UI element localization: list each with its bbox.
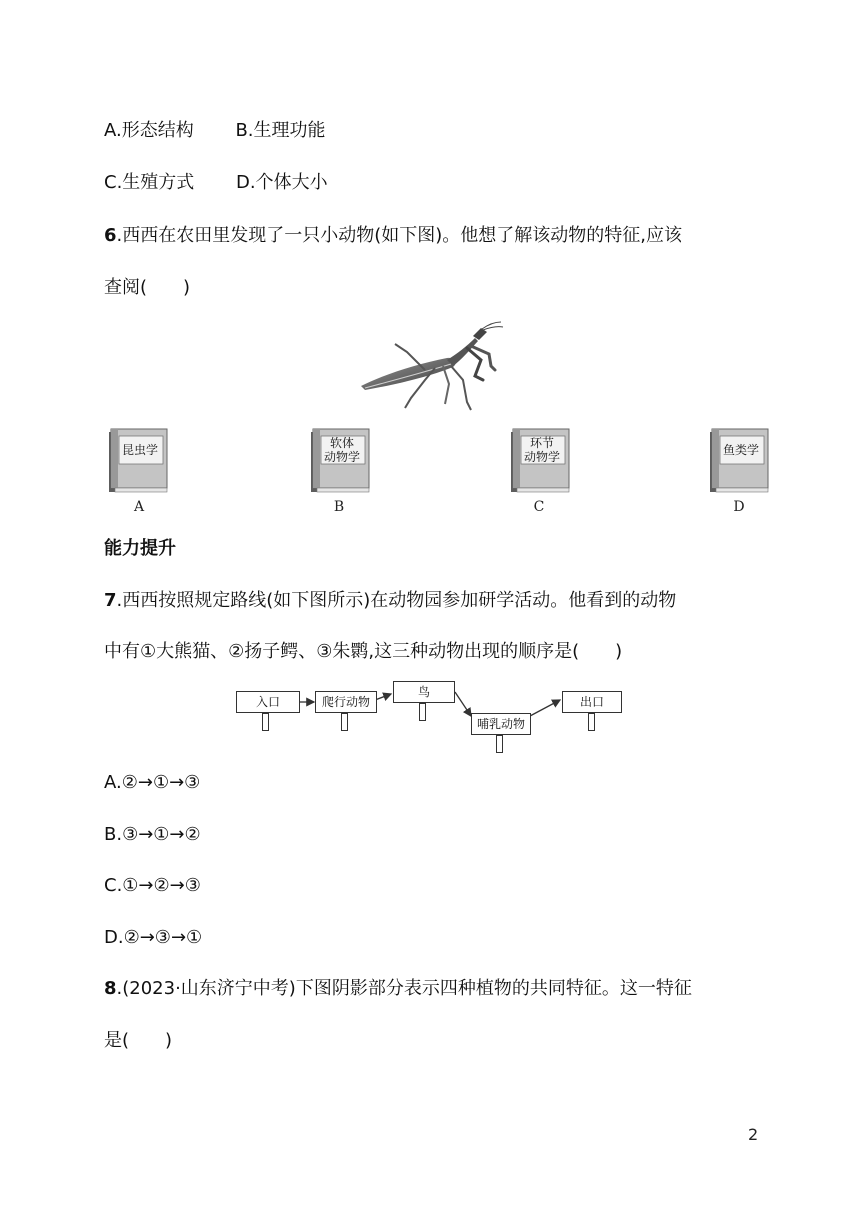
q5-options-row-1 <box>104 119 326 143</box>
route-sign-mammals: 哺乳动物 <box>471 713 531 735</box>
route-arrow <box>455 692 471 716</box>
q6-stem-text-2: 查阅( ) <box>104 277 191 298</box>
book-option-a <box>107 426 171 494</box>
book-option-c <box>509 426 573 494</box>
q8-stem-line-2 <box>104 1029 172 1053</box>
book-title: 环节 动物学 <box>523 436 560 464</box>
book-title: 鱼类学 <box>722 443 759 457</box>
q7-option-c: C.①→②→③ <box>104 875 201 896</box>
q7-stem-text-1: .西西按照规定路线(如下图所示)在动物园参加研学活动。他看到的动物 <box>116 590 677 611</box>
q6-stem-text-1: .西西在农田里发现了一只小动物(如下图)。他想了解该动物的特征,应该 <box>116 225 683 246</box>
q8-stem-line-1 <box>104 977 692 1001</box>
q7-stem-line-2 <box>104 640 622 664</box>
book-icon <box>107 426 171 494</box>
book-caption-c: C <box>533 499 545 515</box>
book-caption-b: B <box>333 499 345 515</box>
q5-option-c: C.生殖方式 <box>104 172 195 193</box>
book-icon <box>708 426 772 494</box>
q7-option-b: B.③→①→② <box>104 824 201 845</box>
route-arrow <box>530 700 560 716</box>
q7-stem-text-2: 中有①大熊猫、②扬子鳄、③朱鹮,这三种动物出现的顺序是( ) <box>104 641 623 662</box>
q6-stem-line-1 <box>104 224 682 248</box>
sign-post <box>419 703 426 721</box>
route-sign-birds: 鸟 <box>393 681 455 703</box>
q5-option-b: B.生理功能 <box>235 120 326 141</box>
q5-option-d: D.个体大小 <box>236 172 328 193</box>
route-sign-entrance: 入口 <box>236 691 300 713</box>
q7-stem-line-1 <box>104 589 676 613</box>
route-arrow <box>375 694 391 700</box>
q7-option-a: A.②→①→③ <box>104 772 201 793</box>
q5-options-row-2 <box>104 171 328 195</box>
q8-stem-text-2: 是( ) <box>104 1030 173 1051</box>
book-caption-a: A <box>133 499 145 515</box>
route-sign-exit: 出口 <box>562 691 622 713</box>
q8-number: 8 <box>104 978 117 999</box>
q6-stem-line-2 <box>104 276 190 300</box>
section-title: 能力提升 <box>104 538 176 559</box>
sign-post <box>588 713 595 731</box>
book-title: 昆虫学 <box>121 443 158 457</box>
book-option-b <box>309 426 373 494</box>
book-title: 软体 动物学 <box>323 436 360 464</box>
sign-post <box>262 713 269 731</box>
book-option-d <box>708 426 772 494</box>
sign-post <box>341 713 348 731</box>
praying-mantis-icon <box>355 318 505 412</box>
book-caption-d: D <box>733 499 745 515</box>
q5-option-a: A.形态结构 <box>104 120 194 141</box>
q7-number: 7 <box>104 590 117 611</box>
q7-option-d: D.②→③→① <box>104 927 203 948</box>
q6-number: 6 <box>104 225 117 246</box>
route-sign-reptiles: 爬行动物 <box>315 691 377 713</box>
page-number: 2 <box>748 1125 759 1144</box>
sign-post <box>496 735 503 753</box>
q8-stem-text-1: .(2023·山东济宁中考)下图阴影部分表示四种植物的共同特征。这一特征 <box>116 978 692 999</box>
